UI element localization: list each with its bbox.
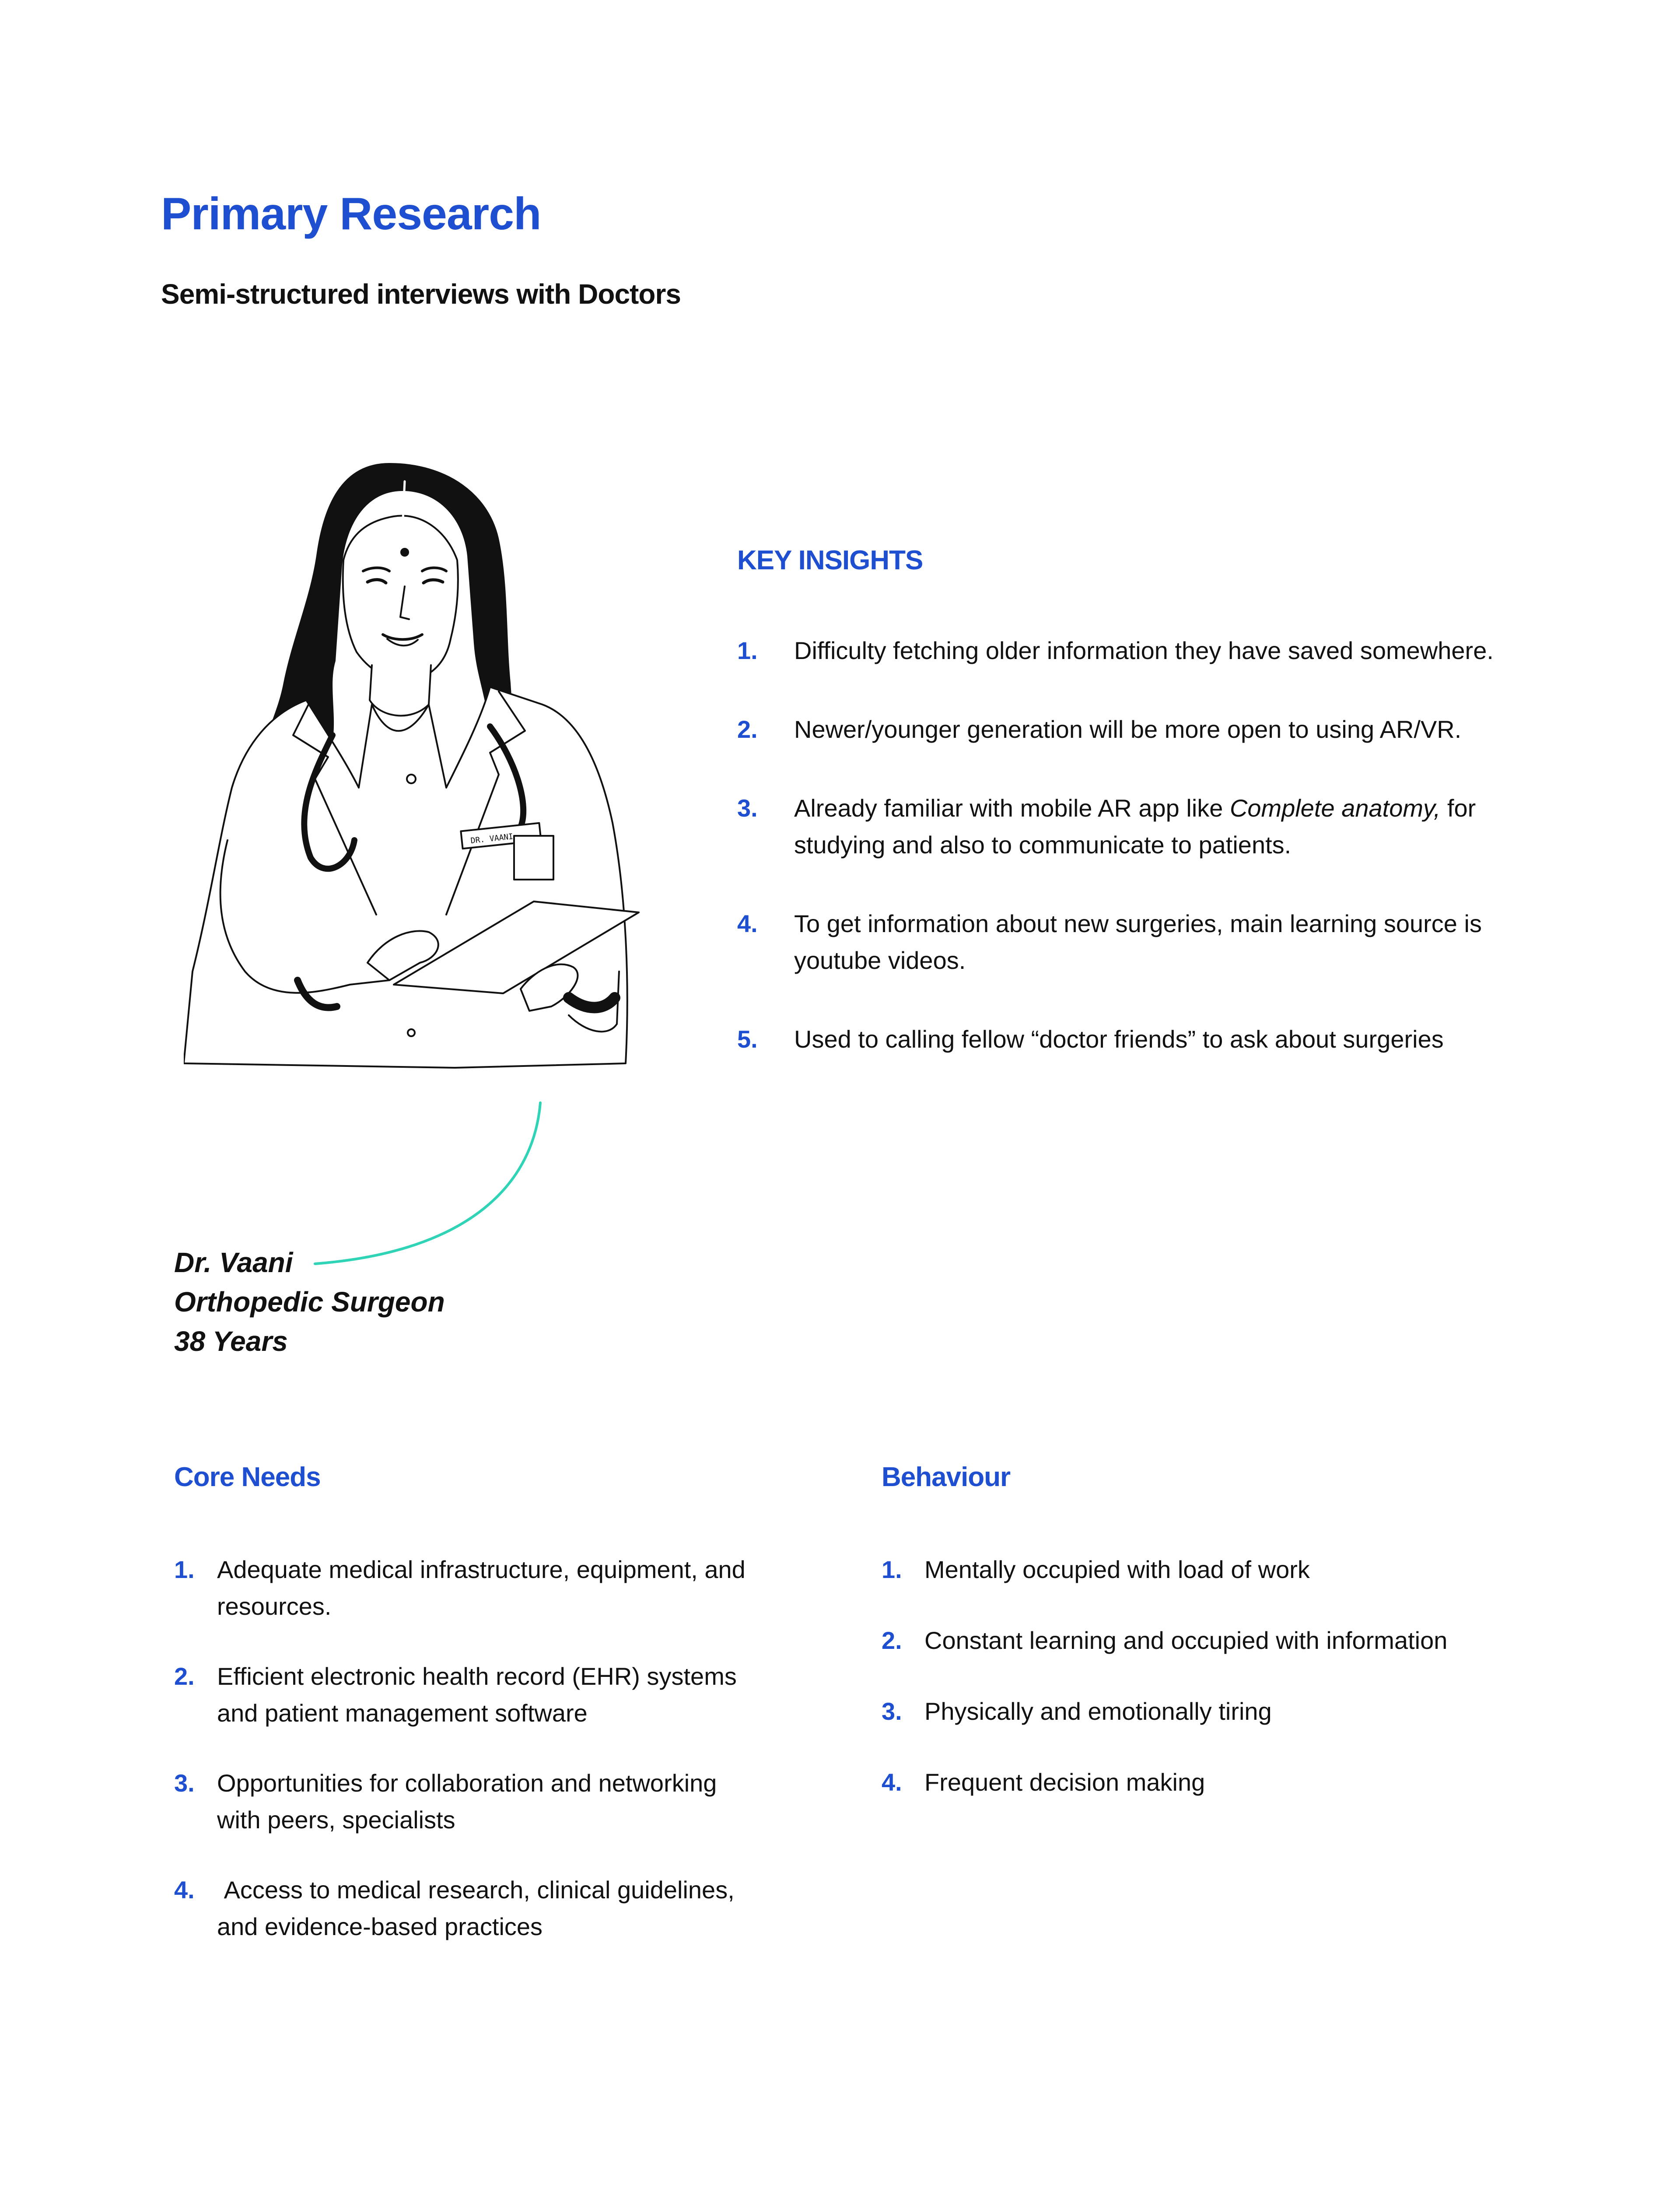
list-item: [882, 1764, 1538, 1801]
list-number: 5.: [737, 1025, 758, 1053]
list-number: 3.: [882, 1697, 902, 1725]
core-needs-list: [174, 1551, 756, 1945]
page-title: Primary Research: [161, 189, 541, 239]
list-number: 4.: [737, 910, 758, 937]
list-number: 3.: [737, 794, 758, 822]
persona-age: 38 Years: [174, 1325, 288, 1357]
list-text: Access to medical research, clinical guidelines, and evidence-based practices: [217, 1876, 742, 1940]
behaviour-list: [882, 1551, 1538, 1801]
persona-caption: [174, 1243, 445, 1361]
persona-name: Dr. Vaani: [174, 1247, 293, 1278]
list-item: [882, 1551, 1538, 1588]
list-number: 1.: [737, 637, 758, 664]
list-number: 1.: [174, 1556, 195, 1583]
list-text: Efficient electronic health record (EHR) systems and patient management software: [217, 1662, 737, 1727]
doctor-illustration-icon: [184, 455, 678, 1076]
list-item: [882, 1622, 1538, 1659]
list-item: [737, 632, 1560, 669]
list-number: 2.: [737, 715, 758, 743]
app-name: Complete anatomy,: [1229, 794, 1441, 822]
list-item: [174, 1872, 756, 1945]
list-item: [737, 790, 1560, 863]
list-text: Constant learning and occupied with information: [924, 1627, 1448, 1654]
coat-shape: [184, 687, 627, 1068]
key-insights-list: [737, 632, 1560, 1058]
list-text-part: for studying and also to communicate to patients.: [794, 794, 1476, 859]
list-item: [174, 1765, 756, 1838]
list-text: Adequate medical infrastructure, equipment, and resources.: [217, 1556, 746, 1620]
page-subtitle: Semi-structured interviews with Doctors: [161, 278, 681, 310]
list-number: 2.: [174, 1662, 195, 1690]
list-number: 3.: [174, 1769, 195, 1797]
list-text: Frequent decision making: [924, 1768, 1205, 1796]
list-item: [737, 1021, 1560, 1058]
list-item: [737, 905, 1560, 979]
list-number: 1.: [882, 1556, 902, 1583]
behaviour-heading: Behaviour: [882, 1462, 1011, 1492]
list-text: Newer/younger generation will be more open to using AR/VR.: [794, 715, 1462, 743]
face-shape: [343, 515, 458, 680]
list-text: To get information about new surgeries, main learning source is youtube videos.: [794, 910, 1482, 974]
list-item: [174, 1551, 756, 1625]
list-number: 2.: [882, 1627, 902, 1654]
list-text-part: Already familiar with mobile AR app like: [794, 794, 1230, 822]
list-text: Physically and emotionally tiring: [924, 1697, 1272, 1725]
list-text: Difficulty fetching older information they have saved somewhere.: [794, 637, 1494, 664]
list-item: [174, 1658, 756, 1732]
persona-role: Orthopedic Surgeon: [174, 1286, 445, 1318]
list-text: Mentally occupied with load of work: [924, 1556, 1310, 1583]
list-number: 4.: [174, 1876, 195, 1904]
core-needs-heading: Core Needs: [174, 1462, 321, 1492]
badge-text: DR. VAANI: [470, 832, 514, 846]
list-text: Used to calling fellow “doctor friends” to ask about surgeries: [794, 1025, 1444, 1053]
list-item: [737, 711, 1560, 748]
list-item: [882, 1693, 1538, 1730]
key-insights-heading: KEY INSIGHTS: [737, 545, 923, 575]
list-number: 4.: [882, 1768, 902, 1796]
list-text: [794, 790, 1560, 863]
list-text: Opportunities for collaboration and networking with peers, specialists: [217, 1769, 717, 1834]
